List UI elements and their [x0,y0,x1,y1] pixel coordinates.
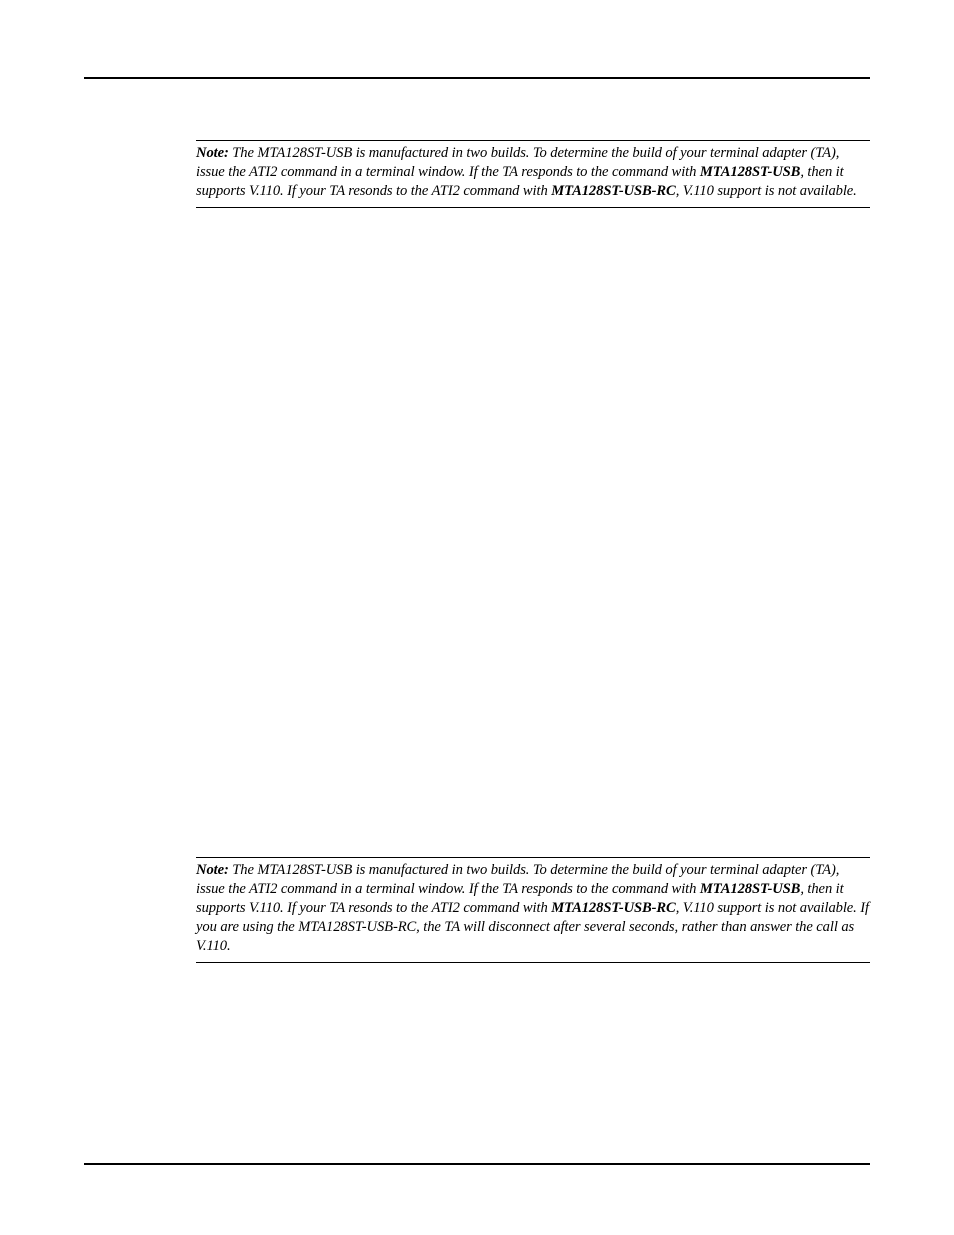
note-text: , then it supports V.110. If your TA resonds to the ATI2 command with [196,164,844,199]
note-box-2 [196,857,870,963]
note-text: The MTA128ST-USB is manufactured in two builds. To determine the build of your terminal adapter (TA), issue the ATI2 command in a terminal window. If the TA responds to the command with [196,145,840,180]
model-name-bold: MTA128ST-USB-RC [551,900,676,916]
note-text: , then it supports V.110. If your TA resonds to the ATI2 command with [196,881,844,916]
footer-rule [84,1163,870,1165]
model-name-bold: MTA128ST-USB [699,164,801,180]
model-name-bold: MTA128ST-USB [699,881,801,897]
note-label: Note: [196,862,229,878]
header-rule [84,77,870,79]
note-text: , V.110 support is not available. If you are using the MTA128ST-USB-RC, the TA will disconnect after several seconds, rather than answer the call as V.110. [196,900,869,954]
note-text: , V.110 support is not available. [675,183,857,199]
model-name-bold: MTA128ST-USB-RC [551,183,676,199]
note-box-1 [196,140,870,208]
note-label: Note: [196,145,229,161]
note-text: The MTA128ST-USB is manufactured in two builds. To determine the build of your terminal adapter (TA), issue the ATI2 command in a terminal window. If the TA responds to the command with [196,862,840,897]
